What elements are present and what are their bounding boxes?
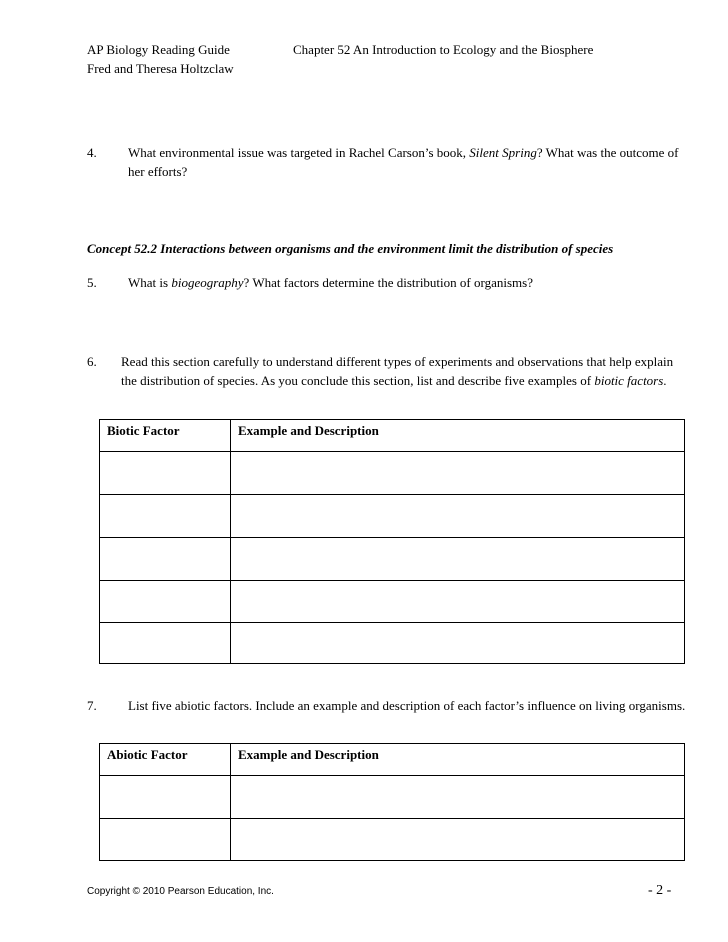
table-row	[100, 452, 685, 495]
question-6-text-after: .	[663, 373, 667, 388]
term-biotic-factors: biotic factors	[594, 373, 664, 388]
header-cell-text: Example and Description	[238, 747, 379, 762]
header-cell-text: Abiotic Factor	[107, 747, 188, 762]
table-cell[interactable]	[231, 495, 685, 538]
question-6-text	[121, 352, 681, 390]
table-row	[100, 623, 685, 664]
table-cell[interactable]	[231, 452, 685, 495]
question-7-number: 7.	[87, 698, 97, 713]
page-number: - 2 -	[648, 883, 672, 898]
question-7-text: List five abiotic factors. Include an example and description of each factor’s influence on living organisms.	[128, 698, 686, 713]
question-5-number: 5.	[87, 275, 97, 290]
question-4-text-before: What environmental issue was targeted in Rachel Carson’s book,	[128, 145, 470, 160]
table-row	[100, 538, 685, 581]
biotic-factor-table	[99, 419, 685, 664]
table-row	[100, 776, 685, 819]
abiotic-header-factor	[100, 744, 231, 776]
header-chapter: Chapter 52 An Introduction to Ecology and the Biosphere	[293, 42, 594, 57]
table-cell[interactable]	[100, 581, 231, 623]
biotic-header-factor	[100, 420, 231, 452]
biotic-header-description	[231, 420, 685, 452]
concept-heading: Concept 52.2 Interactions between organisms and the environment limit the distribution of species	[87, 241, 614, 256]
book-title: Silent Spring	[469, 145, 537, 160]
table-cell[interactable]	[231, 819, 685, 861]
table-cell[interactable]	[100, 819, 231, 861]
header-course: AP Biology Reading Guide	[87, 42, 230, 57]
abiotic-factor-table	[99, 743, 685, 861]
header-authors: Fred and Theresa Holtzclaw	[87, 61, 234, 76]
table-cell[interactable]	[100, 776, 231, 819]
term-biogeography: biogeography	[171, 275, 244, 290]
table-cell[interactable]	[231, 581, 685, 623]
table-cell[interactable]	[100, 452, 231, 495]
question-5-text-after: ? What factors determine the distribution of organisms?	[243, 275, 533, 290]
table-cell[interactable]	[231, 538, 685, 581]
question-6-number: 6.	[87, 354, 97, 369]
header-cell-text: Example and Description	[238, 423, 379, 438]
question-6-text-before: Read this section carefully to understand different types of experiments and observations that help explain the distribution of species. As you conclude this section, list and describe five examples of	[121, 354, 674, 388]
question-5-text	[128, 273, 688, 292]
question-4-number: 4.	[87, 145, 97, 160]
table-cell[interactable]	[231, 776, 685, 819]
header-cell-text: Biotic Factor	[107, 423, 180, 438]
table-cell[interactable]	[100, 538, 231, 581]
table-cell[interactable]	[100, 495, 231, 538]
table-cell[interactable]	[231, 623, 685, 664]
table-row	[100, 581, 685, 623]
footer-copyright: Copyright © 2010 Pearson Education, Inc.	[87, 886, 274, 897]
question-4-text-after: ? What was the outcome of her efforts?	[128, 145, 679, 179]
table-header-row	[100, 420, 685, 452]
question-4-text	[128, 143, 688, 181]
table-row	[100, 495, 685, 538]
abiotic-header-description	[231, 744, 685, 776]
table-header-row	[100, 744, 685, 776]
table-row	[100, 819, 685, 861]
question-5-text-before: What is	[128, 275, 172, 290]
table-cell[interactable]	[100, 623, 231, 664]
